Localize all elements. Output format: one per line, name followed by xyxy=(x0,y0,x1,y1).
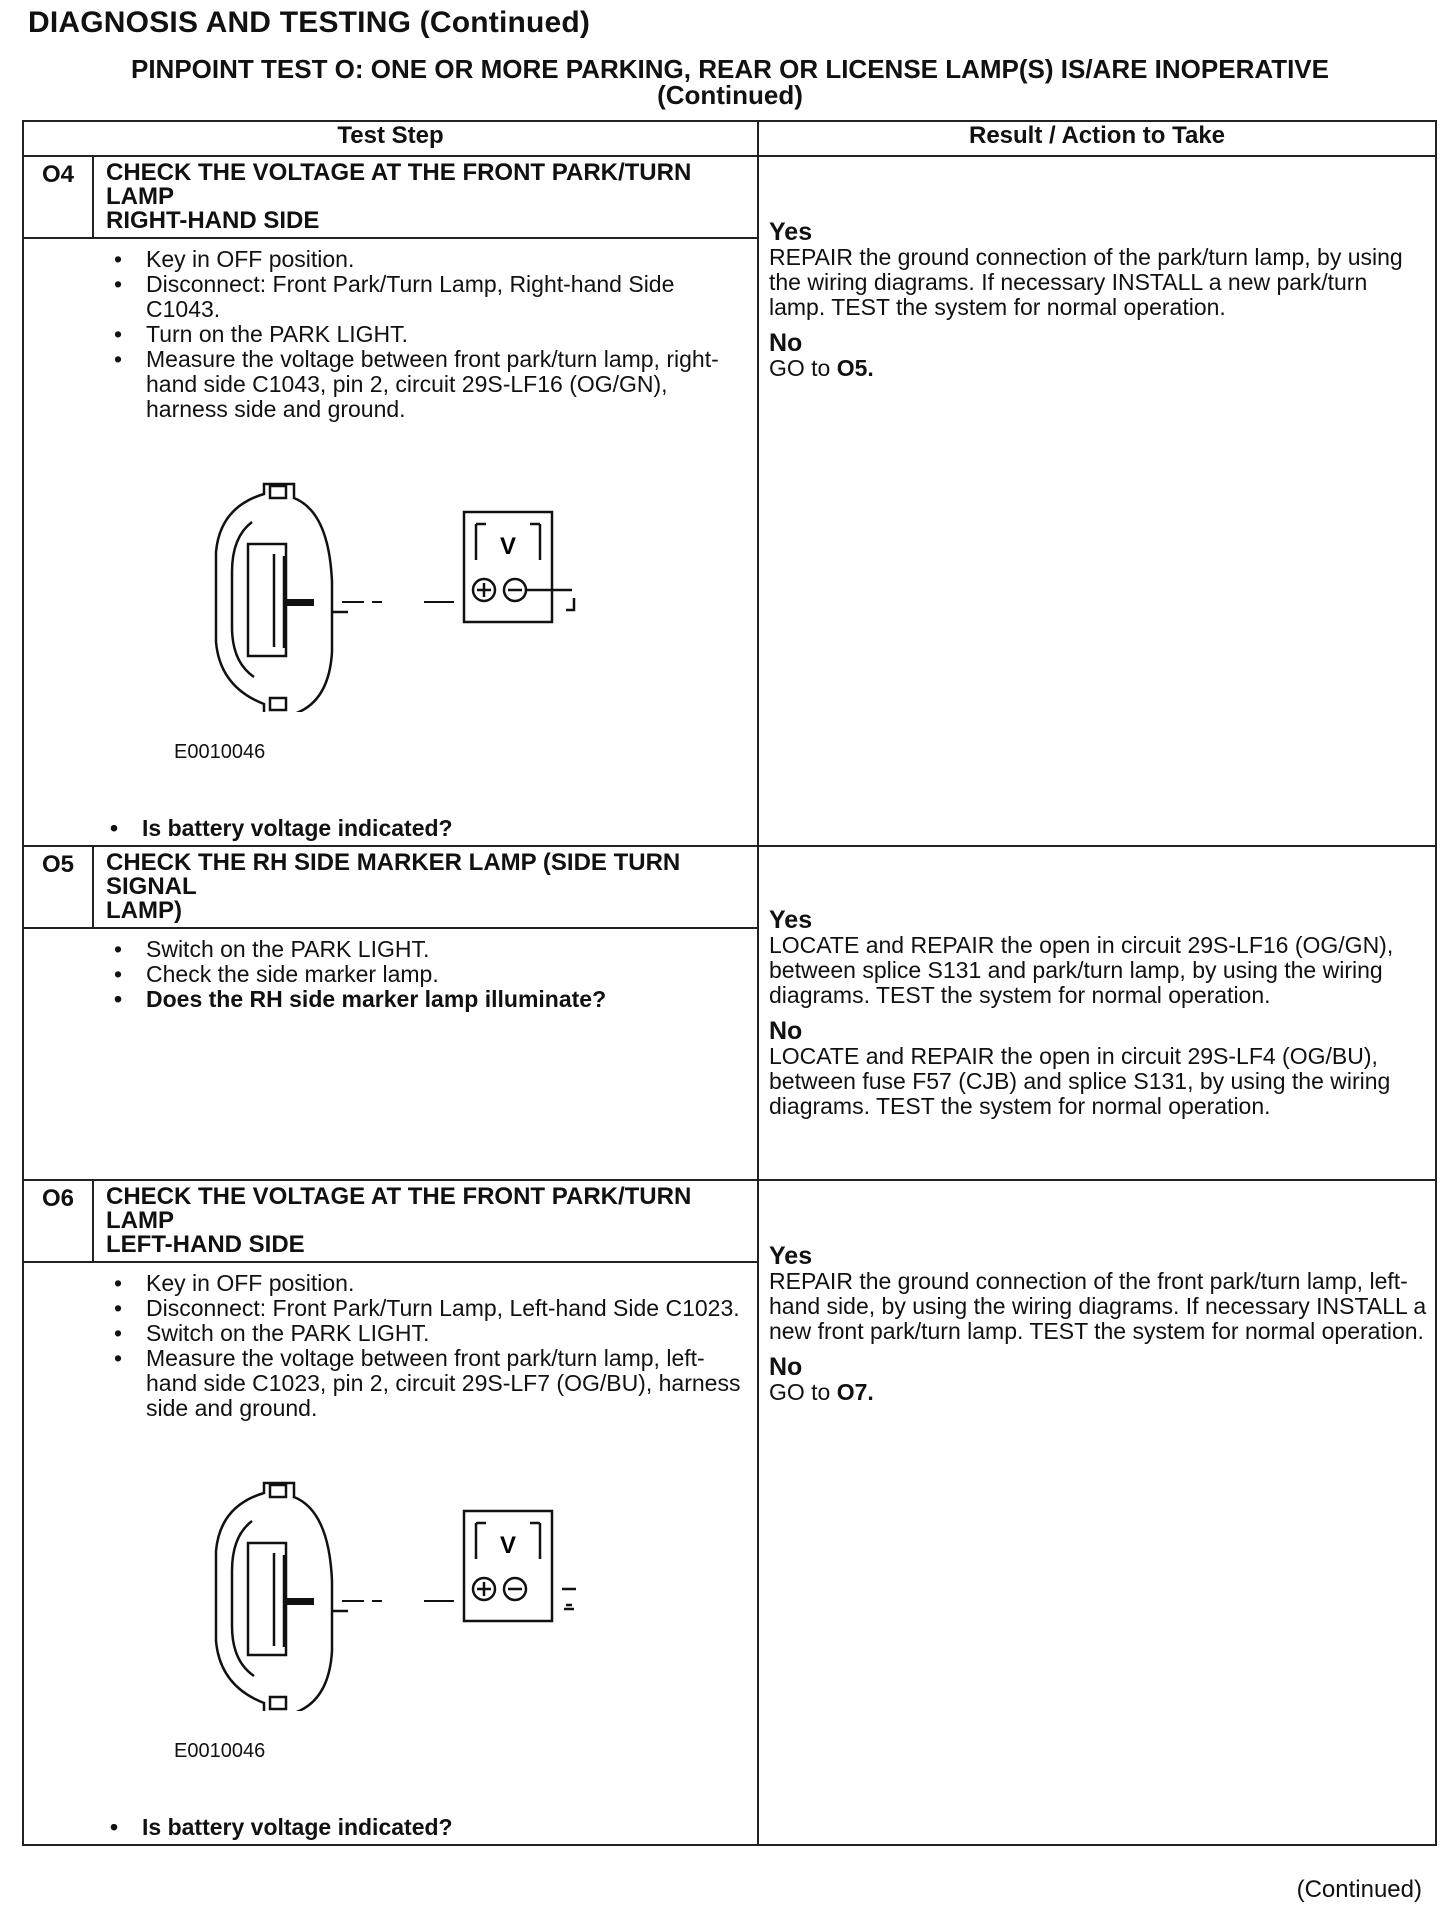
voltmeter-label: V xyxy=(499,1532,517,1559)
step-o6-result xyxy=(758,1180,1436,1845)
pinpoint-test-title xyxy=(60,56,1400,108)
pin-2-terminal xyxy=(286,599,314,606)
no-action-target: O7. xyxy=(836,1379,874,1405)
instruction-list xyxy=(104,937,747,1012)
instruction-list xyxy=(104,247,747,422)
subtitle-line-1: PINPOINT TEST O: ONE OR MORE PARKING, REAR OR LICENSE LAMP(S) IS/ARE INOPERATIVE xyxy=(130,54,1329,84)
step-o5-result xyxy=(758,846,1436,1180)
list-item: • Disconnect: Front Park/Turn Lamp, Right-hand Side C1043. xyxy=(104,272,747,322)
list-item: • Measure the voltage between front park/turn lamp, left-hand side C1023, pin 2, circuit 29S-LF7 (OG/BU), harness side and ground. xyxy=(104,1346,747,1421)
step-title xyxy=(93,1180,758,1262)
connector-diagram xyxy=(204,1471,724,1711)
step-title-line-1: CHECK THE VOLTAGE AT THE FRONT PARK/TURN LAMP xyxy=(106,1183,692,1234)
step-title xyxy=(93,156,758,238)
no-action: LOCATE and REPAIR the open in circuit 29S-LF4 (OG/BU), between fuse F57 (CJB) and splice S131, by using the wiring diagrams. TEST the system for normal operation. xyxy=(769,1043,1391,1119)
list-item: • Measure the voltage between front park/turn lamp, right-hand side C1043, pin 2, circuit 29S-LF16 (OG/GN), harness side and ground. xyxy=(104,347,747,422)
pinpoint-test-table xyxy=(22,120,1437,1846)
question-list xyxy=(100,816,747,841)
figure-id: E0010046 xyxy=(174,741,266,763)
voltmeter-icon xyxy=(464,512,574,622)
step-o4-body xyxy=(23,238,758,846)
yes-label: Yes xyxy=(769,218,813,246)
step-title-line-2: LAMP) xyxy=(106,897,182,924)
step-title-line-1: CHECK THE RH SIDE MARKER LAMP (SIDE TURN SIGNAL xyxy=(106,849,681,900)
connector-diagram xyxy=(204,472,724,712)
list-item: • Switch on the PARK LIGHT. xyxy=(104,1321,747,1346)
step-title-line-2: RIGHT-HAND SIDE xyxy=(106,207,320,234)
list-item: • Disconnect: Front Park/Turn Lamp, Left-hand Side C1023. xyxy=(104,1296,747,1321)
step-title xyxy=(93,846,758,928)
no-action xyxy=(769,1380,1427,1405)
list-item: • Key in OFF position. xyxy=(104,247,747,272)
no-action xyxy=(769,356,1427,381)
list-item: • Key in OFF position. xyxy=(104,1271,747,1296)
no-action-target: O5. xyxy=(836,355,874,381)
step-o6-body xyxy=(23,1262,758,1845)
connector-latch xyxy=(270,486,286,498)
list-item: • Switch on the PARK LIGHT. xyxy=(104,937,747,962)
connector-voltmeter-figure xyxy=(34,1421,747,1801)
voltmeter-icon xyxy=(464,1511,576,1621)
header-test-step: Test Step xyxy=(23,121,758,156)
continued-footer: (Continued) xyxy=(1296,1876,1422,1903)
question: • Does the RH side marker lamp illuminate? xyxy=(104,987,747,1012)
question: • Is battery voltage indicated? xyxy=(100,816,747,841)
connector-latch-bottom xyxy=(270,1697,286,1709)
step-o4-title-row xyxy=(23,156,1436,238)
step-o6-title-row xyxy=(23,1180,1436,1262)
yes-action: LOCATE and REPAIR the open in circuit 29S-LF16 (OG/GN), between splice S131 and park/turn lamp, by using the wiring diagrams. TEST the system for normal operation. xyxy=(769,932,1394,1008)
list-item: • Turn on the PARK LIGHT. xyxy=(104,322,747,347)
table-header-row xyxy=(23,121,1436,156)
step-id: O6 xyxy=(23,1180,93,1262)
connector-latch xyxy=(270,1485,286,1497)
step-id: O5 xyxy=(23,846,93,928)
yes-action: REPAIR the ground connection of the park/turn lamp, by using the wiring diagrams. If necessary INSTALL a new park/turn lamp. TEST the system for normal operation. xyxy=(769,244,1403,320)
yes-label: Yes xyxy=(769,906,813,934)
no-action-prefix: GO to xyxy=(769,355,837,381)
subtitle-line-2: (Continued) xyxy=(657,80,803,110)
question-list xyxy=(100,1815,747,1840)
connector-latch-bottom xyxy=(270,698,286,710)
step-title-line-2: LEFT-HAND SIDE xyxy=(106,1231,305,1258)
connector-cavity xyxy=(248,1543,286,1655)
no-label: No xyxy=(769,329,803,357)
no-label: No xyxy=(769,1017,803,1045)
no-label: No xyxy=(769,1353,803,1381)
step-title-line-1: CHECK THE VOLTAGE AT THE FRONT PARK/TURN LAMP xyxy=(106,159,692,210)
list-item: • Check the side marker lamp. xyxy=(104,962,747,987)
yes-action: REPAIR the ground connection of the front park/turn lamp, left-hand side, by using the wiring diagrams. If necessary INSTALL a new front park/turn lamp. TEST the system for normal operation. xyxy=(769,1268,1427,1344)
figure-id: E0010046 xyxy=(174,1740,266,1762)
pin-2-terminal xyxy=(286,1598,314,1605)
header-result: Result / Action to Take xyxy=(758,121,1436,156)
step-o4-result xyxy=(758,156,1436,846)
step-id: O4 xyxy=(23,156,93,238)
page-title: DIAGNOSIS AND TESTING (Continued) xyxy=(28,6,591,39)
yes-label: Yes xyxy=(769,1242,813,1270)
no-action-prefix: GO to xyxy=(769,1379,837,1405)
instruction-list xyxy=(104,1271,747,1421)
question: • Is battery voltage indicated? xyxy=(100,1815,747,1840)
connector-voltmeter-figure xyxy=(34,422,747,802)
step-o5-title-row xyxy=(23,846,1436,928)
voltmeter-label: V xyxy=(499,533,517,560)
connector-cavity xyxy=(248,544,286,656)
step-o5-body xyxy=(23,928,758,1180)
